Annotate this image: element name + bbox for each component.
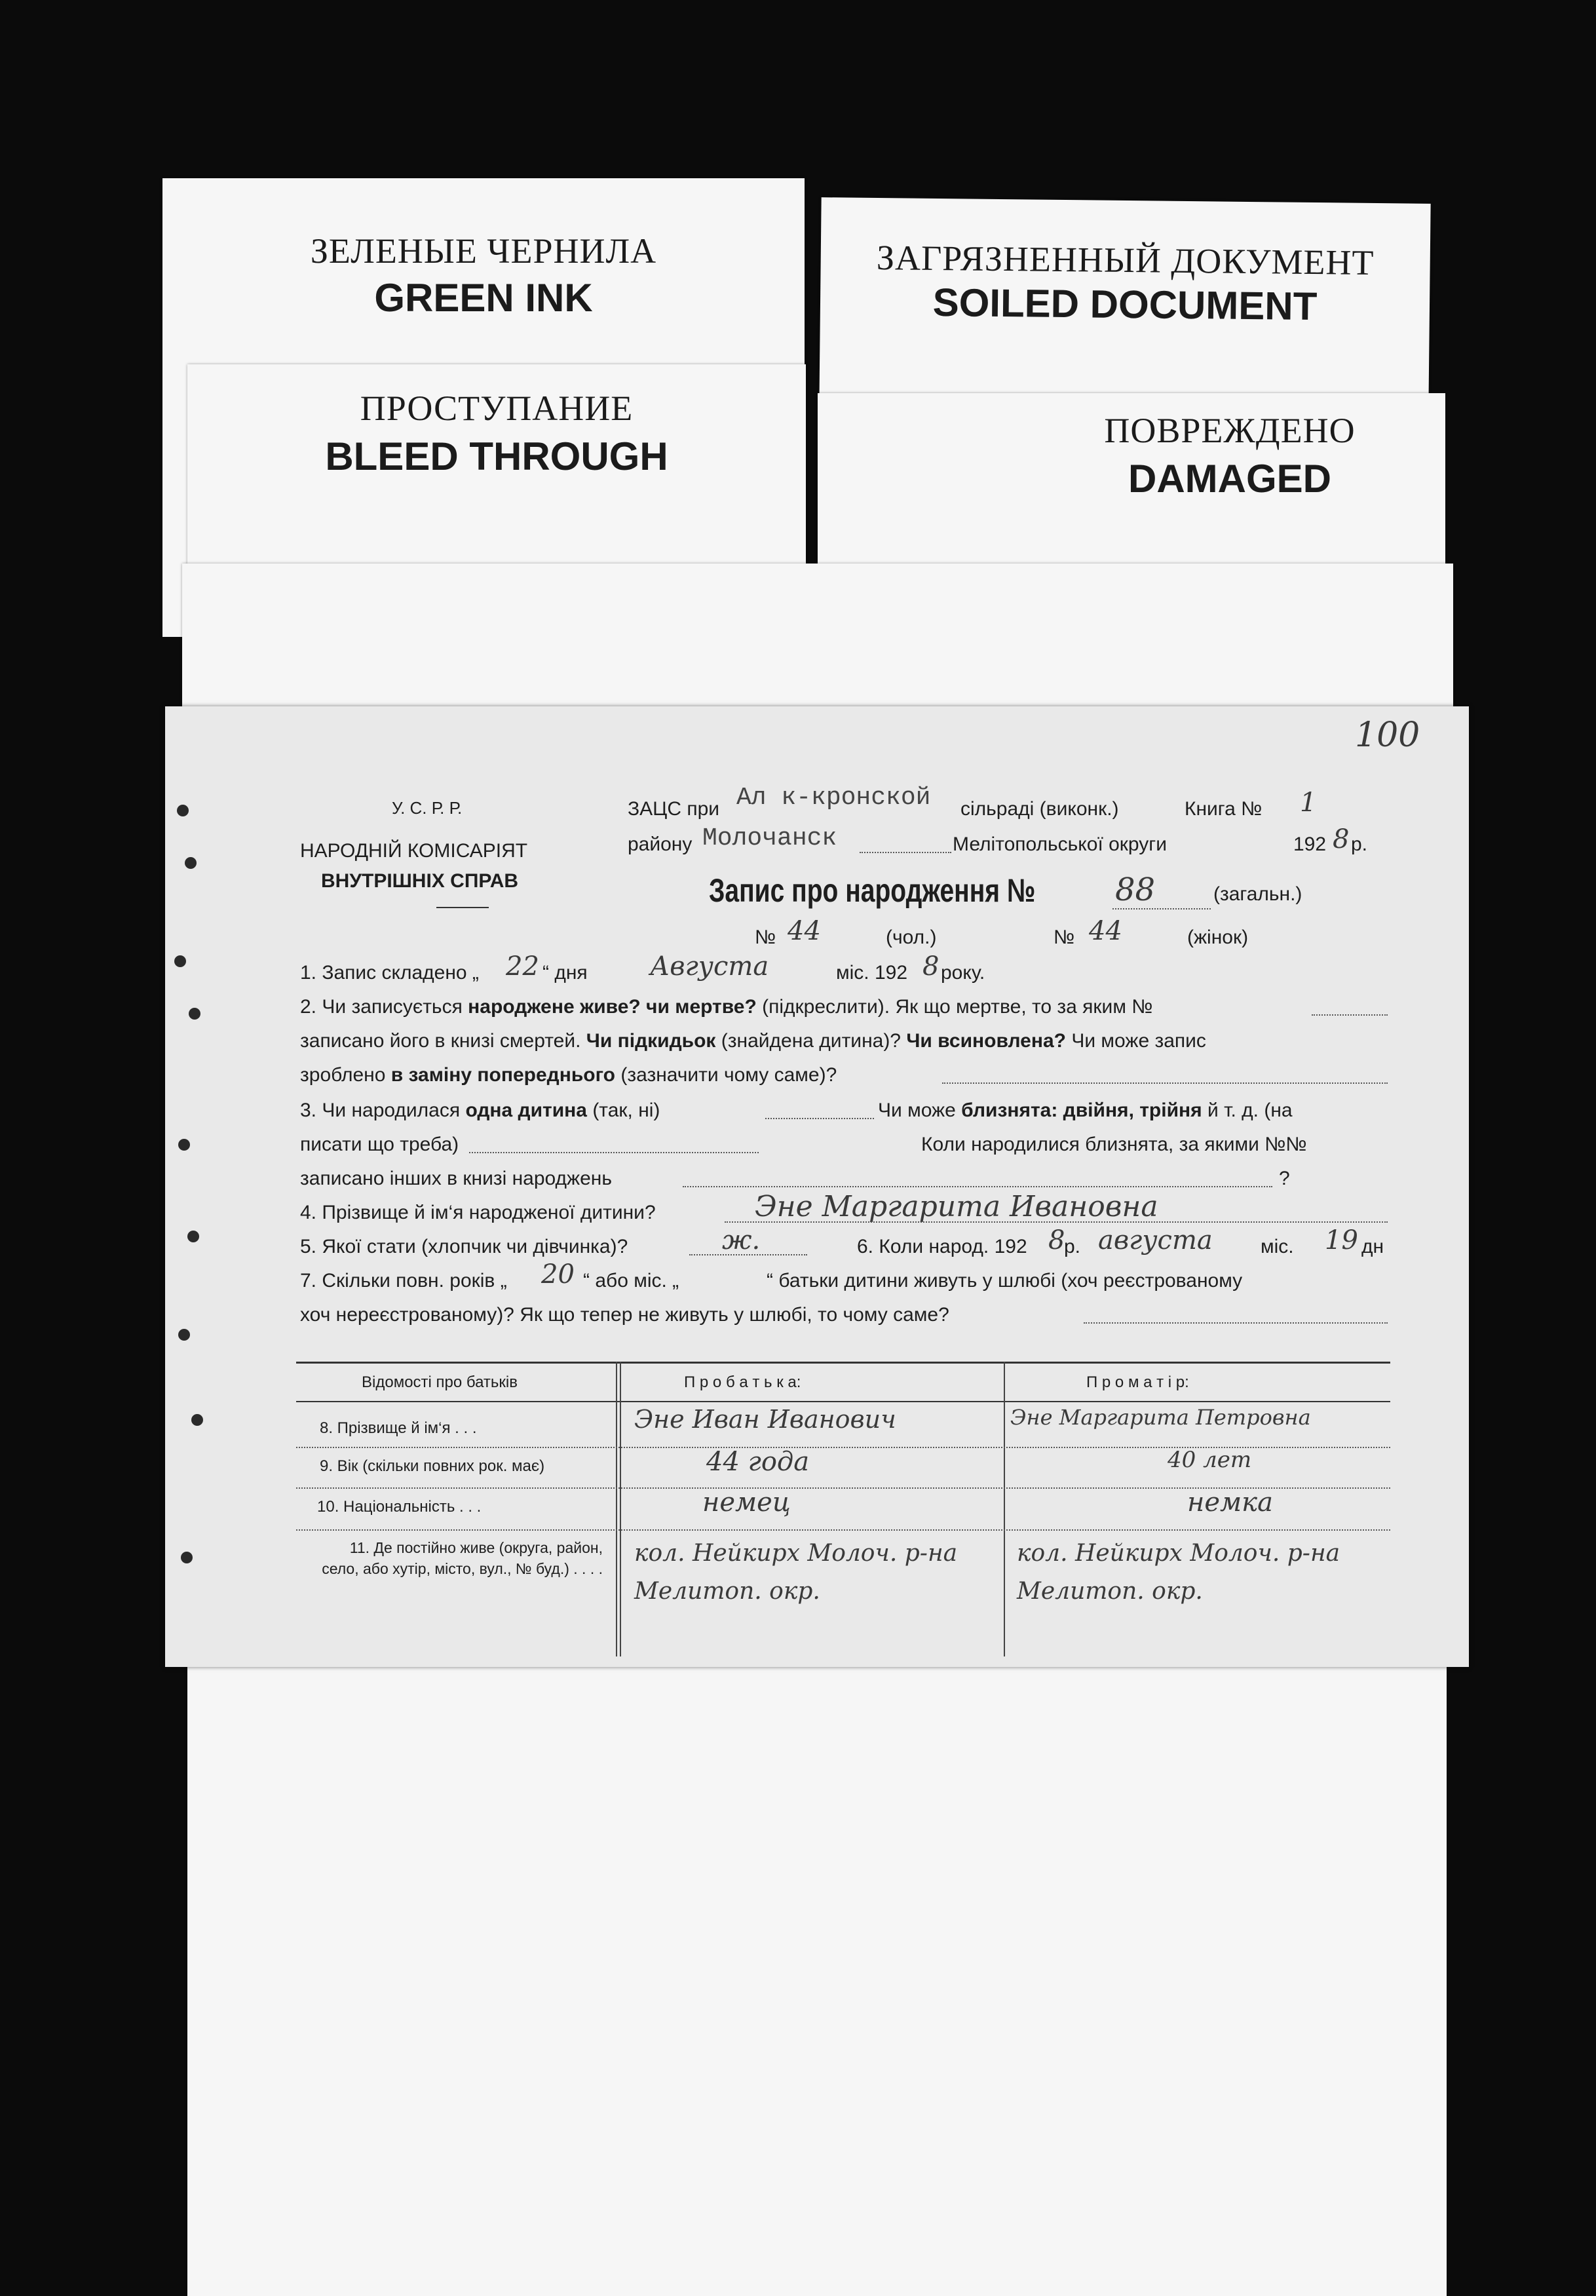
punch-hole [174, 955, 186, 967]
q1-c: міс. 192 [836, 962, 908, 984]
district-dots [860, 852, 951, 853]
q1-month: Августа [650, 951, 769, 982]
q6-year: 8 [1048, 1225, 1065, 1255]
table-top-rule [296, 1362, 1390, 1364]
q3-dots-2 [469, 1152, 759, 1153]
record-number-dots [1112, 908, 1211, 909]
male-number: 44 [788, 916, 821, 946]
q2-line3c: (зазначити чому саме)? [615, 1064, 837, 1086]
label-soiled-document [819, 197, 1430, 413]
q2-line2b: Чи підкидьок [586, 1030, 716, 1052]
punch-hole [189, 1008, 200, 1020]
label-soiled-en: SOILED DOCUMENT [932, 280, 1318, 329]
q2-line3a: зроблено [300, 1064, 391, 1086]
year-prefix: 192 [1293, 833, 1327, 855]
father-residence: кол. Нейкирх Молоч. р-на Мелитоп. окр. [634, 1540, 958, 1605]
label-soiled-ru: ЗАГРЯЗНЕННЫЙ ДОКУМЕНТ [876, 238, 1375, 282]
female-number: 44 [1089, 916, 1122, 946]
punch-hole [178, 1329, 190, 1341]
q3-e: близнята: двійня, трійня [961, 1100, 1202, 1121]
q7-b: “ або міс. „ [583, 1270, 679, 1292]
village-council-stamp: Ал к-кронской [736, 784, 931, 812]
table-divider-1 [616, 1362, 617, 1656]
q3-line2b: Коли народилися близнята, за якими №№ [921, 1134, 1307, 1155]
okruga-label: Мелітопольської округи [953, 833, 1167, 855]
q7-a: 7. Скільки повн. років „ [300, 1270, 507, 1292]
q3-dots-1 [765, 1118, 874, 1119]
table-divider-1b [620, 1362, 621, 1656]
table-divider-2 [1004, 1362, 1005, 1656]
q2-b: народжене живе? чи мертве? [468, 996, 757, 1018]
female-number-label: № [1054, 927, 1075, 948]
q2-line2 [300, 1030, 1206, 1052]
punch-hole [187, 1231, 199, 1242]
male-number-label: № [755, 927, 776, 948]
birth-record-form [165, 706, 1469, 1667]
punch-hole [178, 1139, 190, 1151]
q3-line3b: ? [1279, 1168, 1290, 1189]
mother-name: Эне Маргарита Петровна [1010, 1405, 1311, 1430]
q3-line2a: писати що треба) [300, 1134, 459, 1155]
row-nationality-label: 10. Національність . . . [317, 1498, 482, 1516]
punch-hole [177, 805, 189, 816]
record-title: Запис про народження № [709, 872, 1036, 909]
q1-d: року. [941, 962, 985, 984]
q2-line3 [300, 1064, 837, 1086]
q3-dots-3 [683, 1186, 1272, 1187]
row10-dots [296, 1529, 1390, 1531]
q2-line2c: (знайдена дитина)? [715, 1030, 907, 1052]
q3-c: (так, ні) [586, 1100, 660, 1121]
birth-month: августа [1098, 1225, 1213, 1255]
punch-hole [181, 1552, 193, 1563]
lower-backing-sheet [187, 1658, 1447, 2296]
header-internal-affairs: ВНУТРІШНІХ СПРАВ [321, 870, 519, 892]
q3-line3a: записано інших в книзі народжень [300, 1168, 613, 1189]
folio-number: 100 [1355, 716, 1420, 755]
father-age: 44 года [706, 1447, 810, 1477]
q3-f: й т. д. (на [1202, 1100, 1293, 1121]
female-suffix: (жінок) [1187, 927, 1249, 948]
q2-line3b: в заміну попереднього [390, 1064, 616, 1086]
year-digit: 8 [1333, 824, 1350, 854]
q4-label: 4. Прізвище й ім‘я народженої дитини? [300, 1202, 656, 1223]
q3-line1b [878, 1100, 1293, 1122]
father-name: Эне Иван Иванович [634, 1405, 896, 1434]
label-damaged-en: DAMAGED [1128, 457, 1331, 501]
father-nationality: немец [702, 1487, 791, 1518]
mother-residence: кол. Нейкирх Молоч. р-на Мелитоп. окр. [1017, 1540, 1340, 1605]
header-underline [436, 907, 489, 908]
year-suffix: р. [1351, 833, 1368, 855]
q1-year: 8 [922, 951, 940, 982]
q5-label: 5. Якої стати (хлопчик чи дівчинка)? [300, 1236, 628, 1257]
q7-dots [1084, 1322, 1388, 1324]
row-surname-label: 8. Прізвище й ім‘я . . . [320, 1419, 477, 1437]
q7-line2: хоч нереєстрованому)? Як що тепер не живуть у шлюбі, то чому саме? [300, 1304, 949, 1326]
q2-a: 2. Чи записується [300, 996, 468, 1018]
header-commissariat: НАРОДНІЙ КОМІСАРІЯТ [300, 840, 528, 862]
row-residence-label: 11. Де постійно живе (округа, район, село, або хутір, місто, вул., № буд.) . . . . [322, 1539, 603, 1577]
district-stamp: Молочанск [702, 824, 837, 852]
zags-suffix: сільраді (виконк.) [960, 798, 1119, 820]
table-header-info: Відомості про батьків [362, 1373, 518, 1391]
label-green-ink-en: GREEN INK [374, 276, 593, 320]
male-suffix: (чол.) [886, 927, 937, 948]
table-header-father: П р о б а т ь к а: [684, 1373, 801, 1391]
q1-day: 22 [506, 951, 539, 982]
q3-line1 [300, 1100, 660, 1122]
record-number: 88 [1115, 871, 1156, 908]
zags-prefix: ЗАЦС при [628, 798, 720, 820]
q7-c: “ батьки дитини живуть у шлюбі (хоч реєстрованому [767, 1270, 1243, 1292]
punch-hole [185, 857, 197, 869]
q2-line2e: Чи може запис [1065, 1030, 1206, 1052]
row-age-label: 9. Вік (скільки повних рок. має) [320, 1457, 545, 1475]
label-damaged [818, 393, 1445, 577]
q6-b: р. [1064, 1236, 1081, 1257]
q5-dots [689, 1254, 807, 1255]
marriage-years: 20 [541, 1259, 575, 1290]
punch-hole [191, 1414, 203, 1426]
q1-b: “ дня [542, 962, 588, 984]
q3-b: одна дитина [465, 1100, 587, 1121]
q6-c: міс. [1261, 1236, 1294, 1257]
table-header-mother: П р о м а т і р: [1086, 1373, 1189, 1391]
q6-d: дн [1361, 1236, 1384, 1257]
q1-a: 1. Запис складено „ [300, 962, 479, 984]
label-bleed-en: BLEED THROUGH [325, 434, 668, 478]
q2-line2a: записано його в книзі смертей. [300, 1030, 586, 1052]
mother-nationality: немка [1187, 1487, 1273, 1518]
label-damaged-ru: ПОВРЕЖДЕНО [1104, 411, 1356, 450]
birth-day: 19 [1325, 1225, 1358, 1255]
header-ussr: У. С. Р. Р. [392, 798, 463, 818]
book-number: 1 [1300, 788, 1317, 818]
record-general-label: (загальн.) [1213, 883, 1302, 905]
q4-dots [725, 1221, 1388, 1223]
district-prefix: району [628, 833, 693, 855]
label-green-ink-ru: ЗЕЛЕНЫЕ ЧЕРНИЛА [310, 231, 657, 271]
book-label: Книга № [1185, 798, 1263, 820]
table-header-rule [296, 1401, 1390, 1402]
q2-dots [1312, 1014, 1388, 1016]
q3-a: 3. Чи народилася [300, 1100, 466, 1121]
q3-d: Чи може [878, 1100, 962, 1121]
mother-age: 40 лет [1168, 1447, 1252, 1473]
child-name: Эне Маргарита Ивановна [755, 1190, 1158, 1223]
q2-line3-dots [942, 1082, 1388, 1084]
q2-c: (підкреслити). Як що мертве, то за яким № [756, 996, 1153, 1018]
q2-line2d: Чи всиновлена? [906, 1030, 1066, 1052]
q2-line1 [300, 996, 1152, 1018]
label-bleed-ru: ПРОСТУПАНИЕ [360, 389, 634, 428]
q6-a: 6. Коли народ. 192 [857, 1236, 1027, 1257]
child-sex: ж. [722, 1225, 761, 1255]
